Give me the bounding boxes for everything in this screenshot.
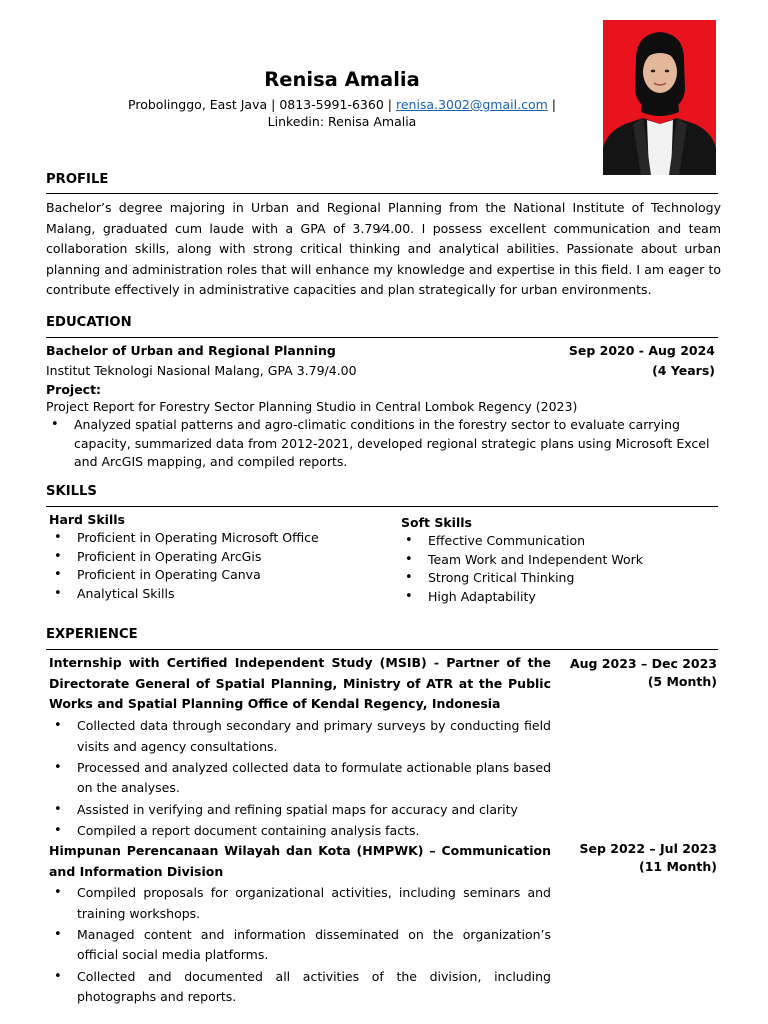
- project-label: Project:: [46, 382, 102, 397]
- list-item: • Collected data through secondary and primary surveys by conducting field visits and agency consultations.: [77, 716, 551, 757]
- email-link[interactable]: renisa.3002@gmail.com: [395, 97, 548, 112]
- list-item: • Analyzed spatial patterns and agro-climatic conditions in the forestry sector to evaluate carrying capacity, summarized data from 2012-2021, developed regional strategic plans using Microsoft Excel and ArcGIS mapping, and compiled reports.: [74, 416, 721, 472]
- separator: |: [551, 97, 556, 112]
- phone: 0813-5991-6360: [279, 97, 384, 112]
- contact-line-1: [0, 96, 684, 113]
- location: Probolinggo, East Java: [128, 97, 268, 112]
- skills-heading: SKILLS: [46, 484, 97, 499]
- hard-skills-list: [77, 529, 319, 603]
- list-item: • High Adaptability: [428, 588, 643, 607]
- list-item: • Proficient in Operating Canva: [77, 566, 319, 585]
- list-item: • Collected and documented all activities of the division, including photographs and reports.: [77, 967, 551, 1008]
- profile-photo: [603, 20, 716, 175]
- list-item: • Assisted in verifying and refining spatial maps for accuracy and clarity: [77, 800, 551, 821]
- list-item: • Proficient in Operating Microsoft Office: [77, 529, 319, 548]
- job-title: Internship with Certified Independent Study (MSIB) - Partner of the Directorate General of Spatial Planning, Ministry of ATR at the Public Works and Spatial Planning Office of Kendal Regency, Indonesia: [49, 655, 551, 712]
- section-divider: [46, 193, 718, 194]
- contact-info: [0, 96, 684, 130]
- list-item: • Managed content and information disseminated on the organization’s official social media platforms.: [77, 925, 551, 966]
- list-item: • Compiled a report document containing analysis facts.: [77, 821, 551, 842]
- experience-heading: EXPERIENCE: [46, 627, 138, 642]
- degree-title: Bachelor of Urban and Regional Planning: [46, 343, 336, 358]
- section-divider: [46, 649, 718, 650]
- soft-skills-title: Soft Skills: [401, 515, 472, 530]
- linkedin-text: Linkedin: Renisa Amalia: [267, 114, 417, 129]
- job-title: Himpunan Perencanaan Wilayah dan Kota (HMPWK) – Communication and Information Division: [49, 843, 551, 879]
- institution: Institut Teknologi Nasional Malang, GPA 3.79/4.00: [46, 363, 357, 378]
- job-dates: Sep 2022 – Jul 2023: [579, 841, 717, 856]
- profile-summary: Bachelor’s degree majoring in Urban and Regional Planning from the National Institute of Technology Malang, graduated cum laude with a GPA of 3.79⁄4.00. I possess excellent communication and team collaboration skills, along with strong critical thinking and analytical abilities. Passionate about urban planning and administration roles that will enhance my knowledge and expertise in this field. I am eager to contribute effectively in administrative capacities and plan strategically for urban environments.: [46, 200, 721, 298]
- education-dates: Sep 2020 - Aug 2024: [568, 343, 715, 358]
- job-duration: (11 Month): [639, 859, 717, 874]
- list-item: • Compiled proposals for organizational activities, including seminars and training workshops.: [77, 883, 551, 924]
- list-item: • Effective Communication: [428, 532, 643, 551]
- profile-heading: PROFILE: [46, 172, 109, 187]
- education-heading: EDUCATION: [46, 315, 132, 330]
- section-divider: [46, 337, 718, 338]
- project-bullet-list: [74, 416, 721, 472]
- separator: |: [271, 97, 276, 112]
- education-duration: (4 Years): [652, 363, 715, 378]
- list-item: • Team Work and Independent Work: [428, 551, 643, 570]
- section-divider: [46, 506, 718, 507]
- list-item: • Proficient in Operating ArcGis: [77, 548, 319, 567]
- soft-skills-list: [428, 532, 643, 606]
- hard-skills-title: Hard Skills: [49, 512, 125, 527]
- list-item: • Strong Critical Thinking: [428, 569, 643, 588]
- list-item: • Analytical Skills: [77, 585, 319, 604]
- candidate-name: Renisa Amalia: [264, 68, 420, 91]
- job-duration: (5 Month): [647, 674, 717, 689]
- project-title: Project Report for Forestry Sector Planning Studio in Central Lombok Regency (2023): [46, 399, 578, 414]
- job-bullet-list: [77, 716, 551, 842]
- job-bullet-list: [77, 883, 551, 1008]
- separator: |: [387, 97, 392, 112]
- job-dates: Aug 2023 – Dec 2023: [569, 656, 717, 671]
- list-item: • Processed and analyzed collected data to formulate actionable plans based on the analyses.: [77, 758, 551, 799]
